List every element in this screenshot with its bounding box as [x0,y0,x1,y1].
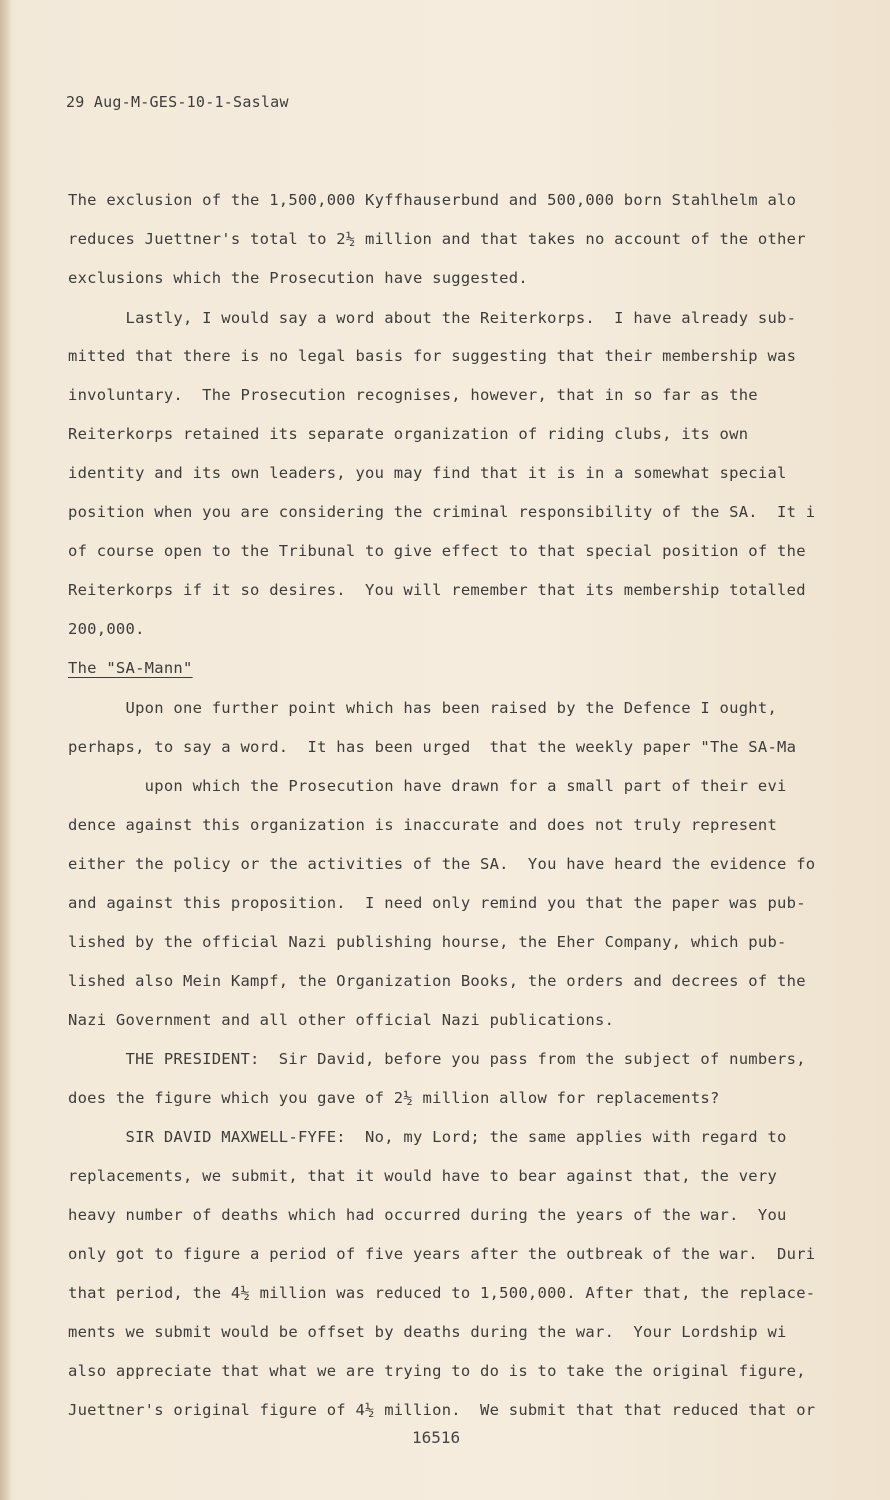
text-line: Reiterkorps if it so desires. You will remember that its membership totalled [68,581,806,599]
text-line: lished by the official Nazi publishing hourse, the Eher Company, which pub- [68,933,787,951]
text-line: Lastly, I would say a word about the Reiterkorps. I have already sub- [68,309,797,327]
section-heading: The "SA-Mann" [68,659,193,677]
text-line: Upon one further point which has been raised by the Defence I ought, [68,699,778,717]
text-line: replacements, we submit, that it would have to bear against that, the very [68,1167,778,1185]
text-line: either the policy or the activities of the SA. You have heard the evidence fo [68,855,816,873]
text-line: ments we submit would be offset by deaths during the war. Your Lordship wi [68,1323,787,1341]
text-line: that period, the 4½ million was reduced to 1,500,000. After that, the replace- [68,1284,816,1302]
document-header: 29 Aug-M-GES-10-1-Saslaw [66,93,289,111]
text-line: identity and its own leaders, you may find that it is in a somewhat special [68,464,787,482]
text-line: The exclusion of the 1,500,000 Kyffhauserbund and 500,000 born Stahlhelm alo [68,191,797,209]
paper-edge [0,0,10,1500]
text-line: only got to figure a period of five years after the outbreak of the war. Duri [68,1245,816,1263]
text-line: of course open to the Tribunal to give effect to that special position of the [68,542,806,560]
text-line: upon which the Prosecution have drawn for a small part of their evi [68,777,787,795]
text-line: Nazi Government and all other official Nazi publications. [68,1011,615,1029]
text-line: does the figure which you gave of 2½ million allow for replacements? [68,1089,720,1107]
text-line: perhaps, to say a word. It has been urged that the weekly paper "The SA-Ma [68,738,797,756]
text-line: mitted that there is no legal basis for suggesting that their membership was [68,347,797,365]
text-line: position when you are considering the criminal responsibility of the SA. It i [68,503,816,521]
text-line: Reiterkorps retained its separate organization of riding clubs, its own [68,425,749,443]
text-line: reduces Juettner's total to 2½ million and that takes no account of the other [68,230,806,248]
text-line: involuntary. The Prosecution recognises, however, that in so far as the [68,386,758,404]
text-line: heavy number of deaths which had occurred during the years of the war. You [68,1206,787,1224]
text-line: Juettner's original figure of 4½ million. We submit that that reduced that or [68,1401,816,1419]
text-line: lished also Mein Kampf, the Organization Books, the orders and decrees of the [68,972,806,990]
text-line: exclusions which the Prosecution have suggested. [68,269,528,287]
text-line: SIR DAVID MAXWELL-FYFE: No, my Lord; the same applies with regard to [68,1128,787,1146]
text-line: and against this proposition. I need only remind you that the paper was pub- [68,894,806,912]
page-number: 16516 [412,1428,461,1447]
text-line: 200,000. [68,620,145,638]
text-line: also appreciate that what we are trying to do is to take the original figure, [68,1362,806,1380]
text-line: THE PRESIDENT: Sir David, before you pass from the subject of numbers, [68,1050,806,1068]
text-line: dence against this organization is inaccurate and does not truly represent [68,816,778,834]
